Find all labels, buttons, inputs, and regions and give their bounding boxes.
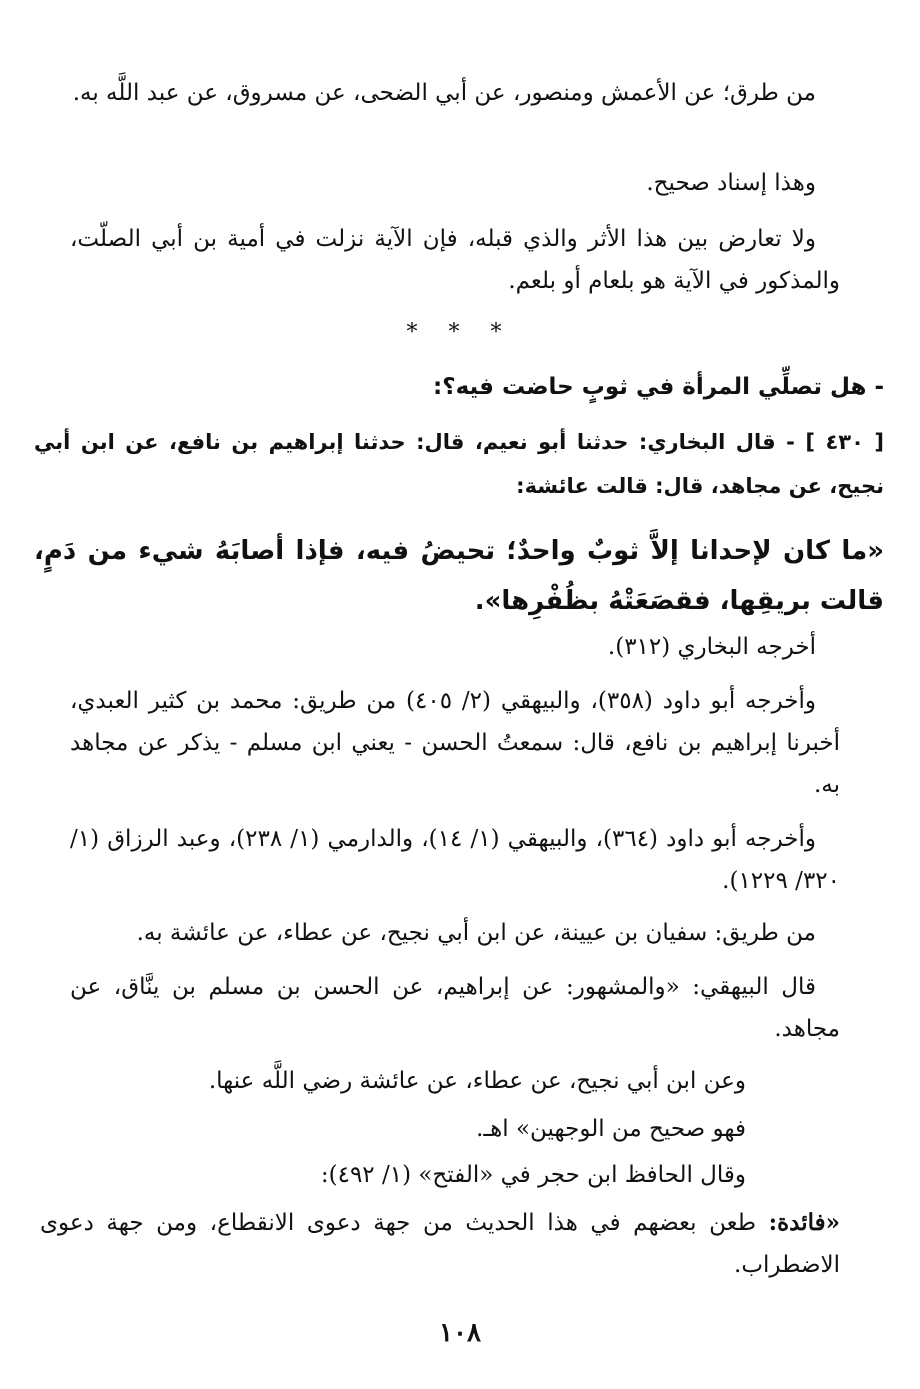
paragraph-sahih-wajhayn: فهو صحيح من الوجهين» اهـ. xyxy=(476,1116,746,1142)
chapter-heading: - هل تصلِّي المرأة في ثوبٍ حاضت فيه؟: xyxy=(433,374,884,400)
paragraph-sufyan: من طريق: سفيان بن عيينة، عن ابن أبي نجيح، عن عطاء، عن عائشة به. xyxy=(136,920,816,946)
paragraph-bayhaqi: قال البيهقي: «والمشهور: عن إبراهيم، عن الحسن بن مسلم بن ينَّاق، عن مجاهد. xyxy=(70,974,840,1042)
paragraph-no-conflict: ولا تعارض بين هذا الأثر والذي قبله، فإن الآية نزلت في أمية بن أبي الصلّت، والمذكور في الآية هو بلعام أو بلعم. xyxy=(70,226,840,294)
faida-text: طعن بعضهم في هذا الحديث من جهة دعوى الانقطاع، ومن جهة دعوى الاضطراب. xyxy=(40,1210,840,1278)
paragraph-bukhari-takhrij: أخرجه البخاري (٣١٢). xyxy=(607,634,816,660)
paragraph-turuq: من طرق؛ عن الأعمش ومنصور، عن أبي الضحى، عن مسروق، عن عبد اللَّه به. xyxy=(72,80,816,106)
paragraph-ibn-hajar: وقال الحافظ ابن حجر في «الفتح» (١/ ٤٩٢): xyxy=(320,1162,746,1188)
paragraph-abu-dawud-358: وأخرجه أبو داود (٣٥٨)، والبيهقي (٢/ ٤٠٥) من طريق: محمد بن كثير العبدي، أخبرنا إبراهيم بن نافع، قال: سمعتُ الحسن - يعني ابن مسلم - يذكر عن مجاهد به. xyxy=(70,688,840,798)
paragraph-faida xyxy=(40,1202,840,1286)
hadith-isnad-text: - قال البخاري: حدثنا أبو نعيم، قال: حدثنا إبراهيم بن نافع، عن ابن أبي نجيح، عن مجاهد، قال: قالت عائشة: xyxy=(34,430,884,498)
faida-label: «فائدة: xyxy=(768,1209,840,1236)
page-number: ١٠٨ xyxy=(439,1318,481,1348)
hadith-isnad xyxy=(34,420,884,508)
paragraph-abu-dawud-364: وأخرجه أبو داود (٣٦٤)، والبيهقي (١/ ١٤)، والدارمي (١/ ٢٣٨)، وعبد الرزاق (١/ ٣٢٠/ ١٢٢٩). xyxy=(70,826,840,894)
hadith-matn: «ما كان لإحدانا إلاَّ ثوبٌ واحدٌ؛ تحيضُ فيه، فإذا أصابَهُ شيء من دَمٍ، قالت بريقِها، فقصَعَتْهُ بظُفْرِها». xyxy=(34,536,884,616)
paragraph-ibn-abi-najih: وعن ابن أبي نجيح، عن عطاء، عن عائشة رضي اللَّه عنها. xyxy=(208,1068,746,1094)
section-separator: * * * xyxy=(406,320,514,345)
hadith-number: [ ٤٣٠ ] xyxy=(805,430,884,454)
paragraph-isnad-sahih: وهذا إسناد صحيح. xyxy=(646,170,816,196)
